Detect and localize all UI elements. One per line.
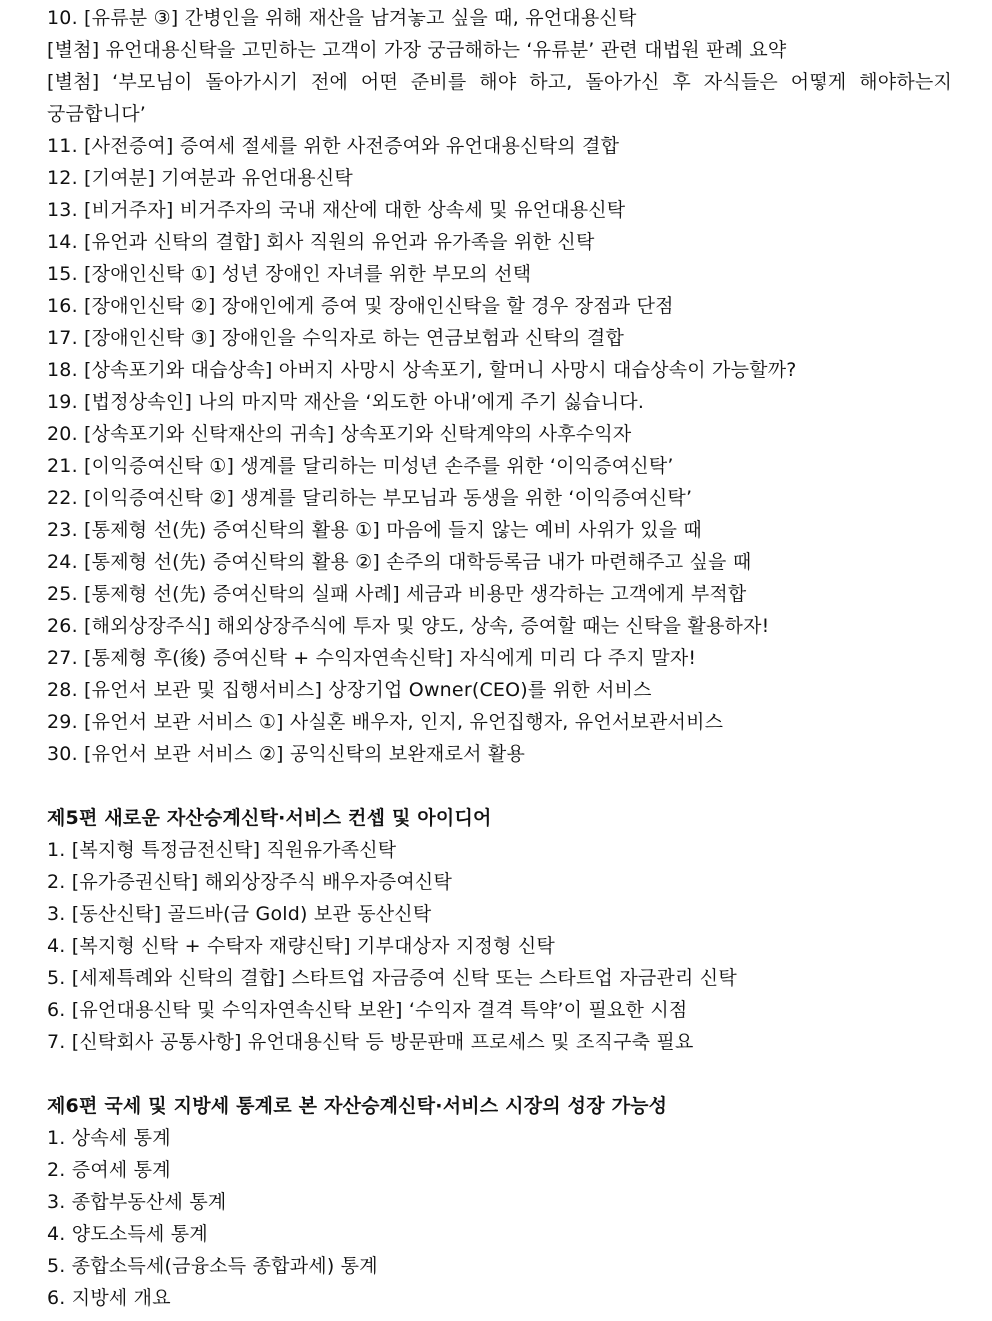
toc-item: 18. [상속포기와 대습상속] 아버지 사망시 상속포기, 할머니 사망시 대습상속이 가능할까? <box>47 359 797 381</box>
toc-item: 4. [복지형 신탁 + 수탁자 재량신탁] 기부대상자 지정형 신탁 <box>47 935 555 957</box>
toc-appendix: [별첨] 유언대용신탁을 고민하는 고객이 가장 궁금해하는 ‘유류분’ 관련 대법원 판례 요약 <box>47 39 787 61</box>
toc-item: 30. [유언서 보관 서비스 ②] 공익신탁의 보완재로서 활용 <box>47 743 526 765</box>
toc-item: 5. [세제특례와 신탁의 결합] 스타트업 자금증여 신탁 또는 스타트업 자금관리 신탁 <box>47 967 737 989</box>
toc-item: 17. [장애인신탁 ③] 장애인을 수익자로 하는 연금보험과 신탁의 결합 <box>47 327 625 349</box>
toc-item: 25. [통제형 선(先) 증여신탁의 실패 사례] 세금과 비용만 생각하는 고객에게 부적합 <box>47 583 747 605</box>
toc-item: 26. [해외상장주식] 해외상장주식에 투자 및 양도, 상속, 증여할 때는 신탁을 활용하자! <box>47 615 770 637</box>
toc-item: 5. 종합소득세(금융소득 종합과세) 통계 <box>47 1255 378 1277</box>
toc-item: 22. [이익증여신탁 ②] 생계를 달리하는 부모님과 동생을 위한 ‘이익증여신탁’ <box>47 487 693 509</box>
toc-item: 15. [장애인신탁 ①] 성년 장애인 자녀를 위한 부모의 선택 <box>47 263 532 285</box>
toc-item: 7. [신탁회사 공통사항] 유언대용신탁 등 방문판매 프로세스 및 조직구축 필요 <box>47 1031 694 1053</box>
toc-item: 10. [유류분 ③] 간병인을 위해 재산을 남겨놓고 싶을 때, 유언대용신탁 <box>47 7 637 29</box>
section-spacer <box>47 770 952 802</box>
part6-title: 제6편 국세 및 지방세 통계로 본 자산승계신탁·서비스 시장의 성장 가능성 <box>47 1095 668 1117</box>
part4-list <box>47 2 952 770</box>
toc-item: 23. [통제형 선(先) 증여신탁의 활용 ①] 마음에 들지 않는 예비 사위가 있을 때 <box>47 519 702 541</box>
toc-item: 16. [장애인신탁 ②] 장애인에게 증여 및 장애인신탁을 할 경우 장점과 단점 <box>47 295 674 317</box>
toc-item: 21. [이익증여신탁 ①] 생계를 달리하는 미성년 손주를 위한 ‘이익증여신탁’ <box>47 455 674 477</box>
toc-item: 28. [유언서 보관 및 집행서비스] 상장기업 Owner(CEO)를 위한 서비스 <box>47 679 652 701</box>
part6-section <box>47 1090 952 1314</box>
toc-item: 6. 지방세 개요 <box>47 1287 171 1309</box>
toc-item: 2. 증여세 통계 <box>47 1159 171 1181</box>
toc-item: 1. 상속세 통계 <box>47 1127 171 1149</box>
toc-item: 11. [사전증여] 증여세 절세를 위한 사전증여와 유언대용신탁의 결합 <box>47 135 620 157</box>
toc-item: 24. [통제형 선(先) 증여신탁의 활용 ②] 손주의 대학등록금 내가 마련해주고 싶을 때 <box>47 551 752 573</box>
toc-item: 12. [기여분] 기여분과 유언대용신탁 <box>47 167 353 189</box>
toc-item: 19. [법정상속인] 나의 마지막 재산을 ‘외도한 아내’에게 주기 싫습니다. <box>47 391 645 413</box>
toc-item: 29. [유언서 보관 서비스 ①] 사실혼 배우자, 인지, 유언집행자, 유언서보관서비스 <box>47 711 724 733</box>
part5-title: 제5편 새로운 자산승계신탁·서비스 컨셉 및 아이디어 <box>47 807 492 829</box>
toc-item: 20. [상속포기와 신탁재산의 귀속] 상속포기와 신탁계약의 사후수익자 <box>47 423 632 445</box>
toc-item: 3. [동산신탁] 골드바(금 Gold) 보관 동산신탁 <box>47 903 432 925</box>
toc-item: 1. [복지형 특정금전신탁] 직원유가족신탁 <box>47 839 397 861</box>
toc-item: 3. 종합부동산세 통계 <box>47 1191 227 1213</box>
table-of-contents <box>47 2 952 1314</box>
toc-item: 2. [유가증권신탁] 해외상장주식 배우자증여신탁 <box>47 871 452 893</box>
toc-item: 13. [비거주자] 비거주자의 국내 재산에 대한 상속세 및 유언대용신탁 <box>47 199 626 221</box>
toc-appendix: [별첨] ‘부모님이 돌아가시기 전에 어떤 준비를 해야 하고, 돌아가신 후 자식들은 어떻게 해야하는지 궁금합니다’ <box>47 71 952 125</box>
toc-item: 14. [유언과 신탁의 결합] 회사 직원의 유언과 유가족을 위한 신탁 <box>47 231 595 253</box>
toc-item: 4. 양도소득세 통계 <box>47 1223 208 1245</box>
toc-item: 27. [통제형 후(後) 증여신탁 + 수익자연속신탁] 자식에게 미리 다 주지 말자! <box>47 647 697 669</box>
part5-section <box>47 802 952 1058</box>
section-spacer <box>47 1058 952 1090</box>
toc-item: 6. [유언대용신탁 및 수익자연속신탁 보완] ‘수익자 결격 특약’이 필요한 시점 <box>47 999 688 1021</box>
